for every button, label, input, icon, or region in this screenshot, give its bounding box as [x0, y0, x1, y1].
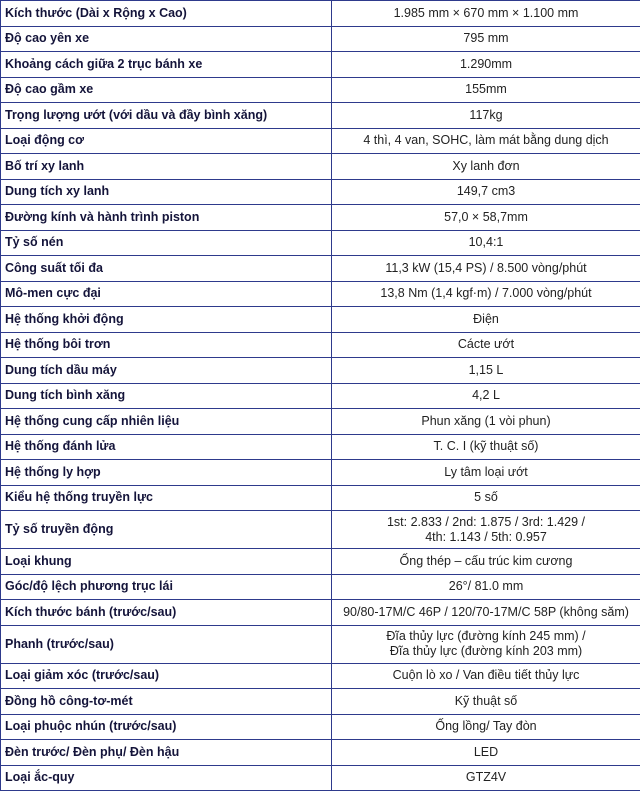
spec-value: Ống thép – cấu trúc kim cương	[332, 549, 640, 575]
spec-label: Kiểu hệ thống truyền lực	[1, 485, 332, 511]
spec-value: 11,3 kW (15,4 PS) / 8.500 vòng/phút	[332, 256, 640, 282]
spec-row	[1, 307, 640, 333]
spec-row	[1, 281, 640, 307]
spec-value: Kỹ thuật số	[332, 689, 640, 715]
spec-value: 10,4:1	[332, 230, 640, 256]
spec-value: Phun xăng (1 vòi phun)	[332, 409, 640, 435]
spec-row	[1, 256, 640, 282]
spec-row	[1, 765, 640, 791]
spec-label: Đường kính và hành trình piston	[1, 205, 332, 231]
spec-label: Khoảng cách giữa 2 trục bánh xe	[1, 52, 332, 78]
spec-row	[1, 358, 640, 384]
spec-value: 26°/ 81.0 mm	[332, 574, 640, 600]
spec-row	[1, 549, 640, 575]
spec-label: Hệ thống cung cấp nhiên liệu	[1, 409, 332, 435]
spec-label: Góc/độ lệch phương trục lái	[1, 574, 332, 600]
spec-label: Trọng lượng ướt (với dầu và đầy bình xăng)	[1, 103, 332, 129]
spec-row	[1, 434, 640, 460]
spec-label: Hệ thống ly hợp	[1, 460, 332, 486]
spec-value: T. C. I (kỹ thuật số)	[332, 434, 640, 460]
spec-label: Dung tích xy lanh	[1, 179, 332, 205]
spec-value: 1,15 L	[332, 358, 640, 384]
spec-row	[1, 460, 640, 486]
spec-label: Loại giảm xóc (trước/sau)	[1, 663, 332, 689]
spec-label: Hệ thống bôi trơn	[1, 332, 332, 358]
spec-row	[1, 714, 640, 740]
spec-label: Tỷ số nén	[1, 230, 332, 256]
spec-value: Ống lồng/ Tay đòn	[332, 714, 640, 740]
spec-value: 57,0 × 58,7mm	[332, 205, 640, 231]
spec-value: 4 thì, 4 van, SOHC, làm mát bằng dung dịch	[332, 128, 640, 154]
spec-value: LED	[332, 740, 640, 766]
spec-row	[1, 154, 640, 180]
spec-row	[1, 409, 640, 435]
spec-label: Công suất tối đa	[1, 256, 332, 282]
spec-label: Loại khung	[1, 549, 332, 575]
spec-row	[1, 1, 640, 27]
spec-value: 795 mm	[332, 26, 640, 52]
spec-label: Dung tích bình xăng	[1, 383, 332, 409]
spec-row	[1, 205, 640, 231]
spec-row	[1, 179, 640, 205]
spec-label: Đồng hồ công-tơ-mét	[1, 689, 332, 715]
spec-row	[1, 600, 640, 626]
spec-row	[1, 77, 640, 103]
spec-label: Loại động cơ	[1, 128, 332, 154]
spec-value: 1st: 2.833 / 2nd: 1.875 / 3rd: 1.429 / 4th: 1.143 / 5th: 0.957	[332, 511, 640, 549]
spec-value: GTZ4V	[332, 765, 640, 791]
spec-label: Độ cao yên xe	[1, 26, 332, 52]
spec-value: 1.290mm	[332, 52, 640, 78]
spec-value: 5 số	[332, 485, 640, 511]
spec-row	[1, 52, 640, 78]
spec-row	[1, 574, 640, 600]
spec-row	[1, 332, 640, 358]
spec-value: Xy lanh đơn	[332, 154, 640, 180]
spec-label: Loại phuộc nhún (trước/sau)	[1, 714, 332, 740]
spec-row	[1, 485, 640, 511]
spec-row	[1, 230, 640, 256]
spec-label: Dung tích dầu máy	[1, 358, 332, 384]
spec-row	[1, 663, 640, 689]
spec-value: Cácte ướt	[332, 332, 640, 358]
spec-value: Đĩa thủy lực (đường kính 245 mm) / Đĩa thủy lực (đường kính 203 mm)	[332, 625, 640, 663]
spec-row	[1, 128, 640, 154]
spec-value: 117kg	[332, 103, 640, 129]
spec-label: Hệ thống khởi động	[1, 307, 332, 333]
spec-label: Loại ắc-quy	[1, 765, 332, 791]
spec-value: 90/80-17M/C 46P / 120/70-17M/C 58P (không săm)	[332, 600, 640, 626]
spec-row	[1, 689, 640, 715]
spec-label: Bố trí xy lanh	[1, 154, 332, 180]
spec-row	[1, 625, 640, 663]
spec-value: 155mm	[332, 77, 640, 103]
spec-label: Mô-men cực đại	[1, 281, 332, 307]
spec-row	[1, 740, 640, 766]
spec-label: Kích thước (Dài x Rộng x Cao)	[1, 1, 332, 27]
spec-row	[1, 383, 640, 409]
spec-label: Độ cao gầm xe	[1, 77, 332, 103]
spec-value: Ly tâm loại ướt	[332, 460, 640, 486]
spec-value: 149,7 cm3	[332, 179, 640, 205]
spec-label: Tỷ số truyền động	[1, 511, 332, 549]
spec-value: Điện	[332, 307, 640, 333]
spec-value: 13,8 Nm (1,4 kgf·m) / 7.000 vòng/phút	[332, 281, 640, 307]
spec-row	[1, 511, 640, 549]
spec-value: 4,2 L	[332, 383, 640, 409]
spec-label: Hệ thống đánh lửa	[1, 434, 332, 460]
spec-label: Kích thước bánh (trước/sau)	[1, 600, 332, 626]
spec-value: Cuộn lò xo / Van điều tiết thủy lực	[332, 663, 640, 689]
spec-row	[1, 26, 640, 52]
spec-label: Phanh (trước/sau)	[1, 625, 332, 663]
spec-value: 1.985 mm × 670 mm × 1.100 mm	[332, 1, 640, 27]
spec-row	[1, 103, 640, 129]
spec-label: Đèn trước/ Đèn phụ/ Đèn hậu	[1, 740, 332, 766]
